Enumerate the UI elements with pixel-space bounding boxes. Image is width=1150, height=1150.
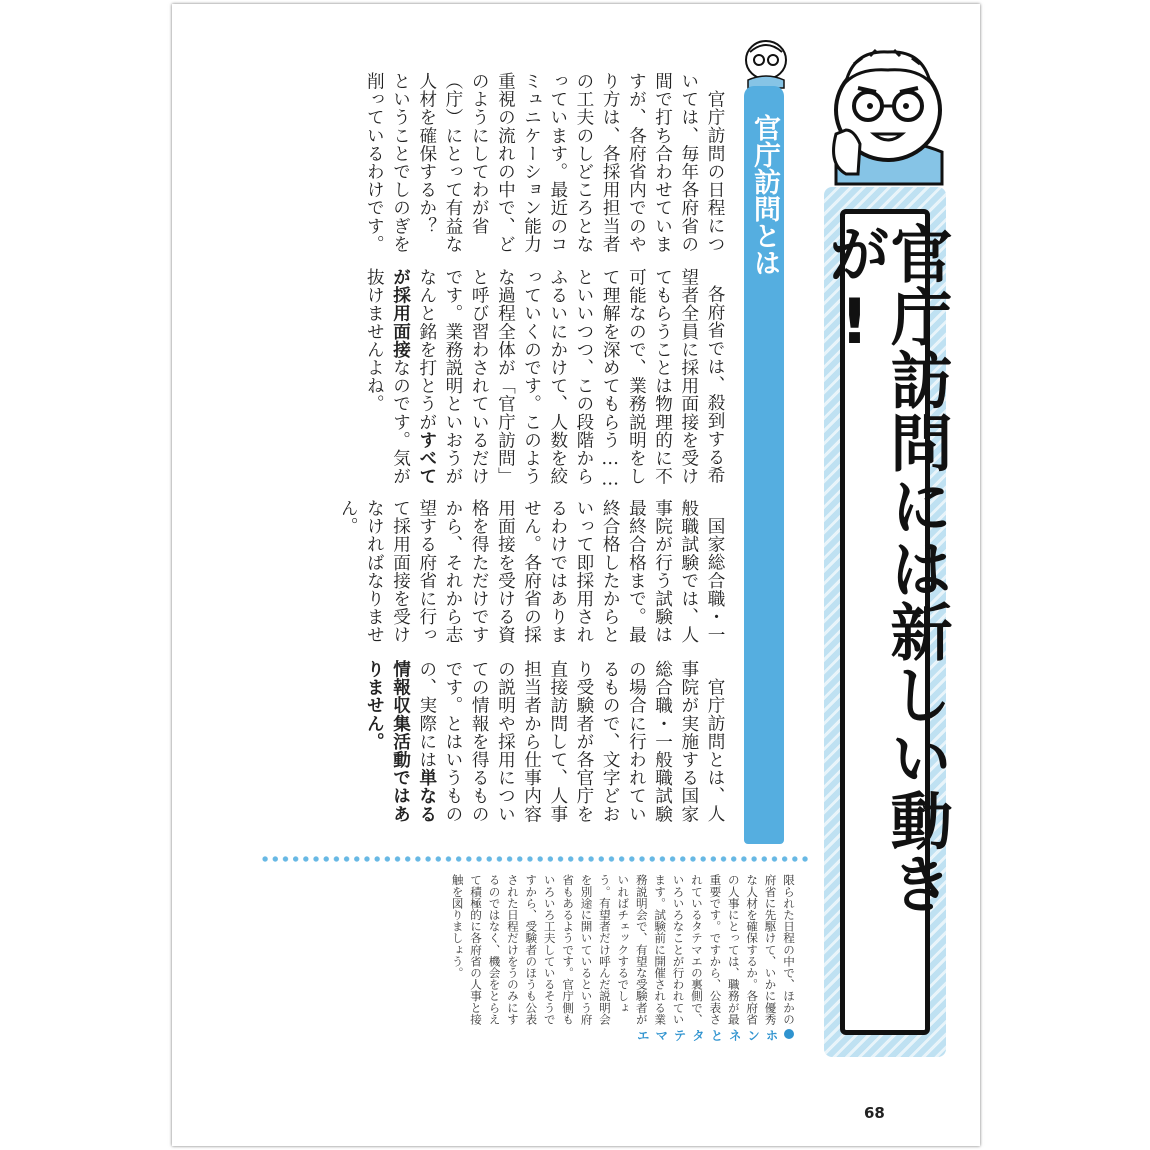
note-heading: [374, 1029, 798, 1042]
note-title: ホンネとタテマエ: [634, 1029, 779, 1042]
note-text: 限られた日程の中で、ほかの府省に先駆けて、いかに優秀な人材を確保するか。各府省の人事にとっては、職務が最重要です。ですから、公表されているタテマエの裏側で、いろいろなことが行われています。試験前に開催される業務説明会で、有望な受験者がいればチェックするでしょう。有望者だけ呼んだ説明会を別途に開いているという府省もあるようです。官庁側もいろいろ工夫しているそうですから、受験者のほうも公表された日程だけをうのみにするのではなく、機会をとらえて積極的に各府省の人事と接触を図りましょう。: [450, 874, 796, 1025]
book-page: [172, 4, 980, 1146]
page-title: 官庁訪問には新しい動きが!: [818, 222, 953, 915]
businessman-illustration: [824, 34, 952, 194]
paragraph-3-tail: なのです。気が抜けませんよね。: [364, 267, 411, 486]
title-banner: [818, 187, 953, 1057]
body-text: [292, 72, 728, 832]
section-heading: 官庁訪問とは: [749, 114, 780, 276]
paragraph-3: [292, 268, 728, 500]
paragraph-1: [292, 660, 728, 832]
paragraph-2: 国家総合職・一般職試験では、人事院が行う試験は最終合格まで。最終合格したからといって即採用されるわけではありません。各府省の採用面接を受ける資格を得ただけですから、それから志望する府省に行って採用面接を受けなければなりません。: [338, 499, 725, 645]
section-heading-bar: [744, 86, 784, 844]
page-number: 68: [864, 1104, 885, 1122]
paragraph-1-emphasis: 単なる情報収集活動ではありません。: [364, 660, 437, 823]
title-frame: [818, 209, 953, 1035]
bullet-icon: [784, 1029, 794, 1039]
dotted-divider: [260, 856, 808, 862]
paragraph-4: 官庁訪問の日程については、毎年各府省の間で打ち合わせていますが、各府省内でのやり方は、各採用担当者の工夫のしどころとなっています。最近のコミュニケーション能力重視の流れの中で、どのようにしてわが省（庁）にとって有益な人材を確保するか？ ということでしのぎを削っているわけです。: [364, 72, 725, 254]
paragraph-3-text: 各府省では、殺到する希望者全員に採用面接を受けてもらうことは物理的に不可能なので、業務説明をして理解を深めてもらう……といいつつ、この段階からふるいにかけて、人数を絞っていくのです。このような過程全体が「官庁訪問」と呼び習わされているだけです。業務説明といおうがなんと銘を打とうが: [416, 267, 725, 490]
small-businessman-icon: [740, 34, 792, 90]
paragraph-1-text: 官庁訪問とは、人事院が実施する国家総合職・一般職試験の場合に行われているもので、文字どおり受験者が各官庁を直接訪問して、人事担当者から仕事内容の説明や採用についての情報を得るものです。とはいうものの、実際には: [416, 660, 725, 823]
side-note: [368, 874, 798, 1042]
paragraph-3-emphasis: すべてが採用面接: [390, 267, 437, 486]
